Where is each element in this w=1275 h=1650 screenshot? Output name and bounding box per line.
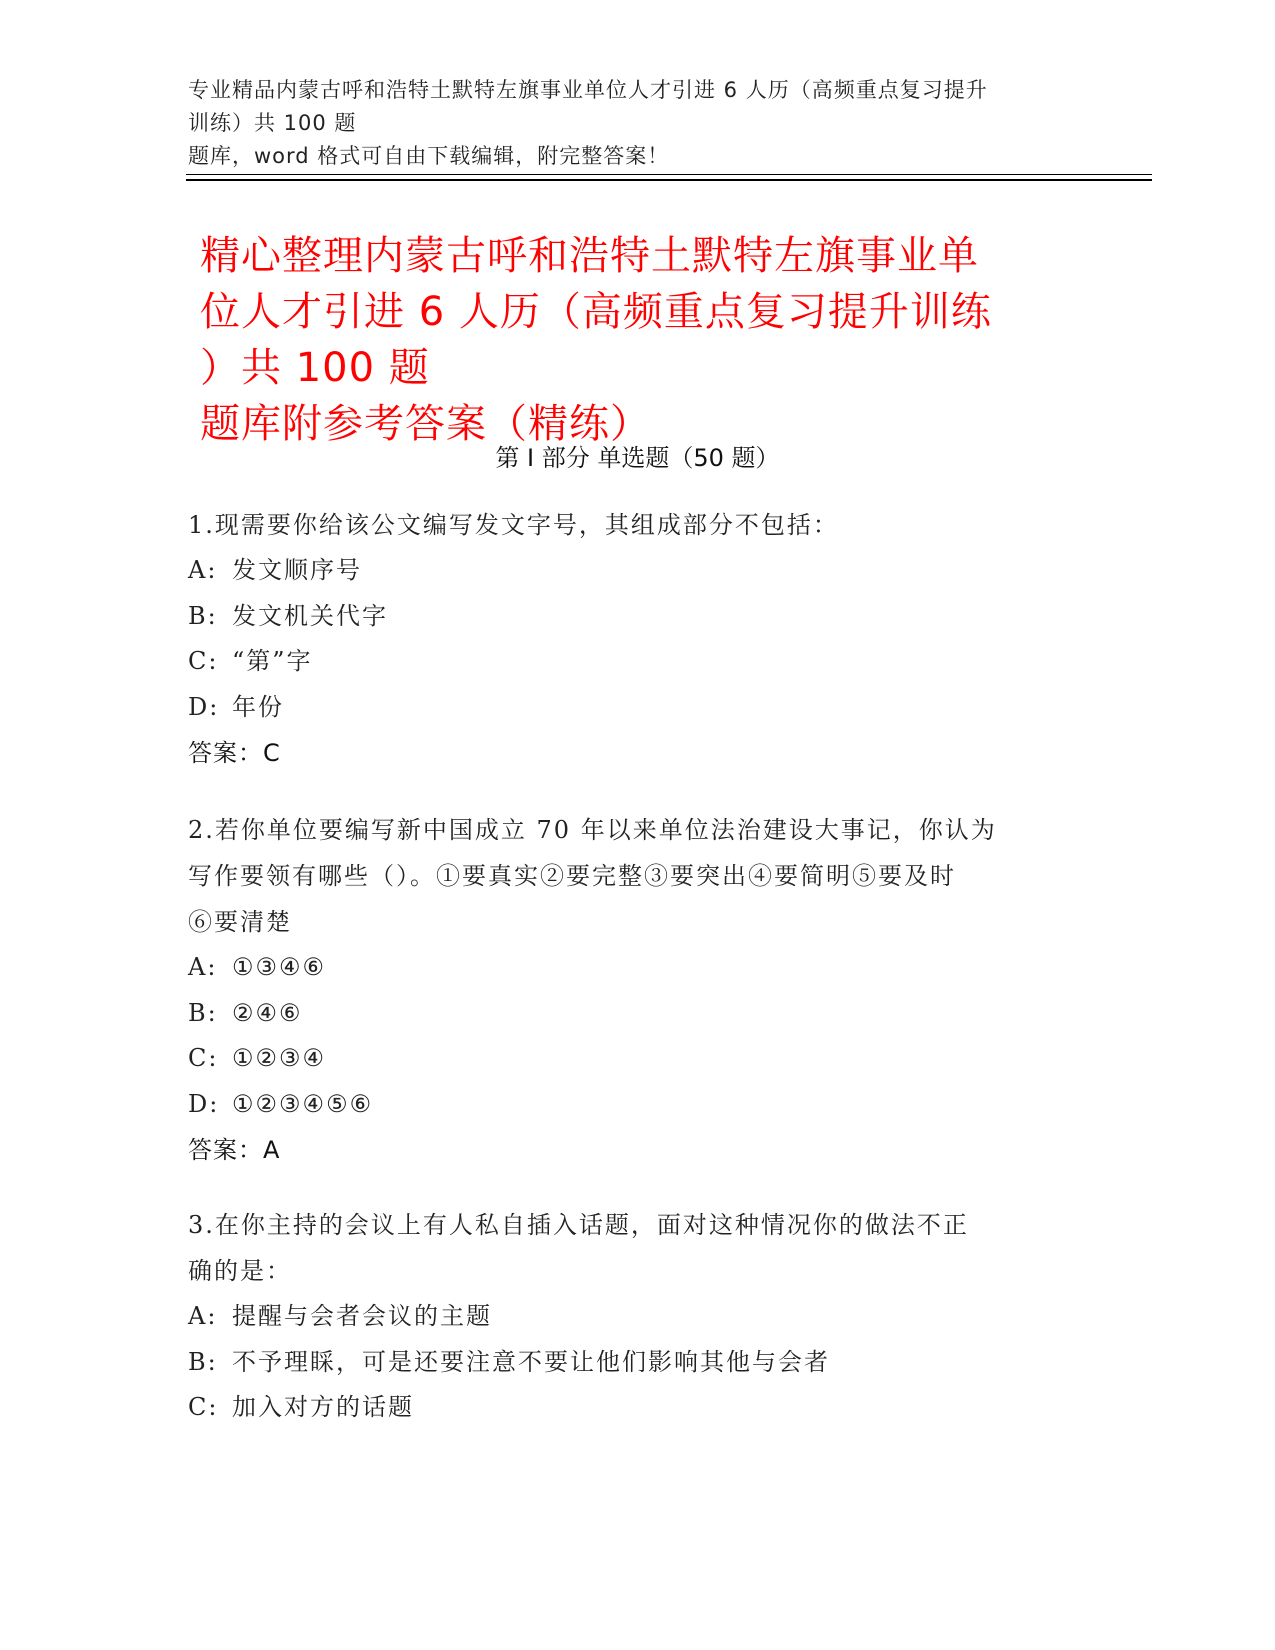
stem-line: 3.在你主持的会议上有人私自插入话题，面对这种情况你的做法不正 bbox=[188, 1211, 969, 1239]
option-letter: C: bbox=[188, 1393, 219, 1421]
option-a bbox=[188, 548, 1088, 594]
stem-line: 确的是： bbox=[188, 1257, 292, 1285]
option-a bbox=[188, 945, 1088, 991]
document-title bbox=[200, 228, 1080, 452]
option-text: 加入对方的话题 bbox=[232, 1393, 414, 1421]
title-line-3b: 题库附参考答案（精练） bbox=[200, 401, 651, 447]
option-c bbox=[188, 639, 1088, 685]
option-text: 发文顺序号 bbox=[232, 556, 362, 584]
option-b bbox=[188, 991, 1088, 1037]
title-line-3 bbox=[200, 340, 1080, 452]
option-letter: A: bbox=[188, 1302, 218, 1330]
option-letter: D: bbox=[188, 692, 220, 721]
title-line-2: 位人才引进 6 人历（高频重点复习提升训练 bbox=[200, 289, 992, 335]
answer: 答案：C bbox=[188, 739, 281, 767]
question-2 bbox=[188, 807, 1088, 1173]
option-letter: A: bbox=[188, 953, 218, 981]
option-c bbox=[188, 1385, 1088, 1431]
header-line-2 bbox=[188, 107, 1088, 173]
option-letter: C: bbox=[188, 1044, 219, 1072]
option-a bbox=[188, 1294, 1088, 1340]
option-letter: B: bbox=[188, 998, 218, 1027]
option-c bbox=[188, 1036, 1088, 1082]
question-stem bbox=[188, 807, 1088, 945]
answer: 答案：A bbox=[188, 1136, 281, 1164]
option-text: ①②③④ bbox=[232, 1044, 327, 1072]
option-text: ①③④⑥ bbox=[232, 953, 327, 981]
stem-line: ⑥要清楚 bbox=[188, 908, 292, 936]
option-text: ①②③④⑤⑥ bbox=[232, 1089, 374, 1118]
option-letter: C: bbox=[188, 647, 219, 675]
header-line-2b: 题库，word 格式可自由下载编辑，附完整答案！ bbox=[188, 144, 670, 168]
page-header bbox=[188, 74, 1088, 173]
option-letter: B: bbox=[188, 601, 218, 630]
option-text: 提醒与会者会议的主题 bbox=[232, 1302, 492, 1330]
option-text: ②④⑥ bbox=[232, 998, 303, 1027]
stem-line: 2.若你单位要编写新中国成立 70 年以来单位法治建设大事记，你认为 bbox=[188, 816, 997, 844]
option-letter: D: bbox=[188, 1089, 220, 1118]
option-d bbox=[188, 1082, 1088, 1128]
option-b bbox=[188, 594, 1088, 640]
option-text: 发文机关代字 bbox=[232, 601, 388, 630]
option-text: “第”字 bbox=[232, 647, 313, 675]
question-stem bbox=[188, 502, 1088, 548]
header-line-1: 专业精品内蒙古呼和浩特土默特左旗事业单位人才引进 6 人历（高频重点复习提升 bbox=[188, 78, 988, 102]
header-divider-thin bbox=[186, 174, 1152, 175]
option-text: 不予理睬，可是还要注意不要让他们影响其他与会者 bbox=[232, 1347, 830, 1376]
question-stem bbox=[188, 1202, 1088, 1294]
question-1 bbox=[188, 502, 1088, 776]
stem-line: 1.现需要你给该公文编写发文字号，其组成部分不包括： bbox=[188, 511, 839, 539]
option-letter: A: bbox=[188, 556, 218, 584]
option-text: 年份 bbox=[232, 692, 284, 721]
title-line-3a: ）共 100 题 bbox=[200, 345, 430, 391]
header-divider-thick bbox=[186, 179, 1152, 181]
option-letter: B: bbox=[188, 1347, 218, 1376]
option-b bbox=[188, 1340, 1088, 1386]
title-line-1: 精心整理内蒙古呼和浩特土默特左旗事业单 bbox=[200, 233, 979, 279]
section-title: 第 I 部分 单选题（50 题） bbox=[495, 444, 780, 472]
question-3 bbox=[188, 1202, 1088, 1431]
option-d bbox=[188, 685, 1088, 731]
header-line-2a: 训练）共 100 题 bbox=[188, 111, 357, 135]
stem-line: 写作要领有哪些（）。①要真实②要完整③要突出④要简明⑤要及时 bbox=[188, 862, 956, 890]
